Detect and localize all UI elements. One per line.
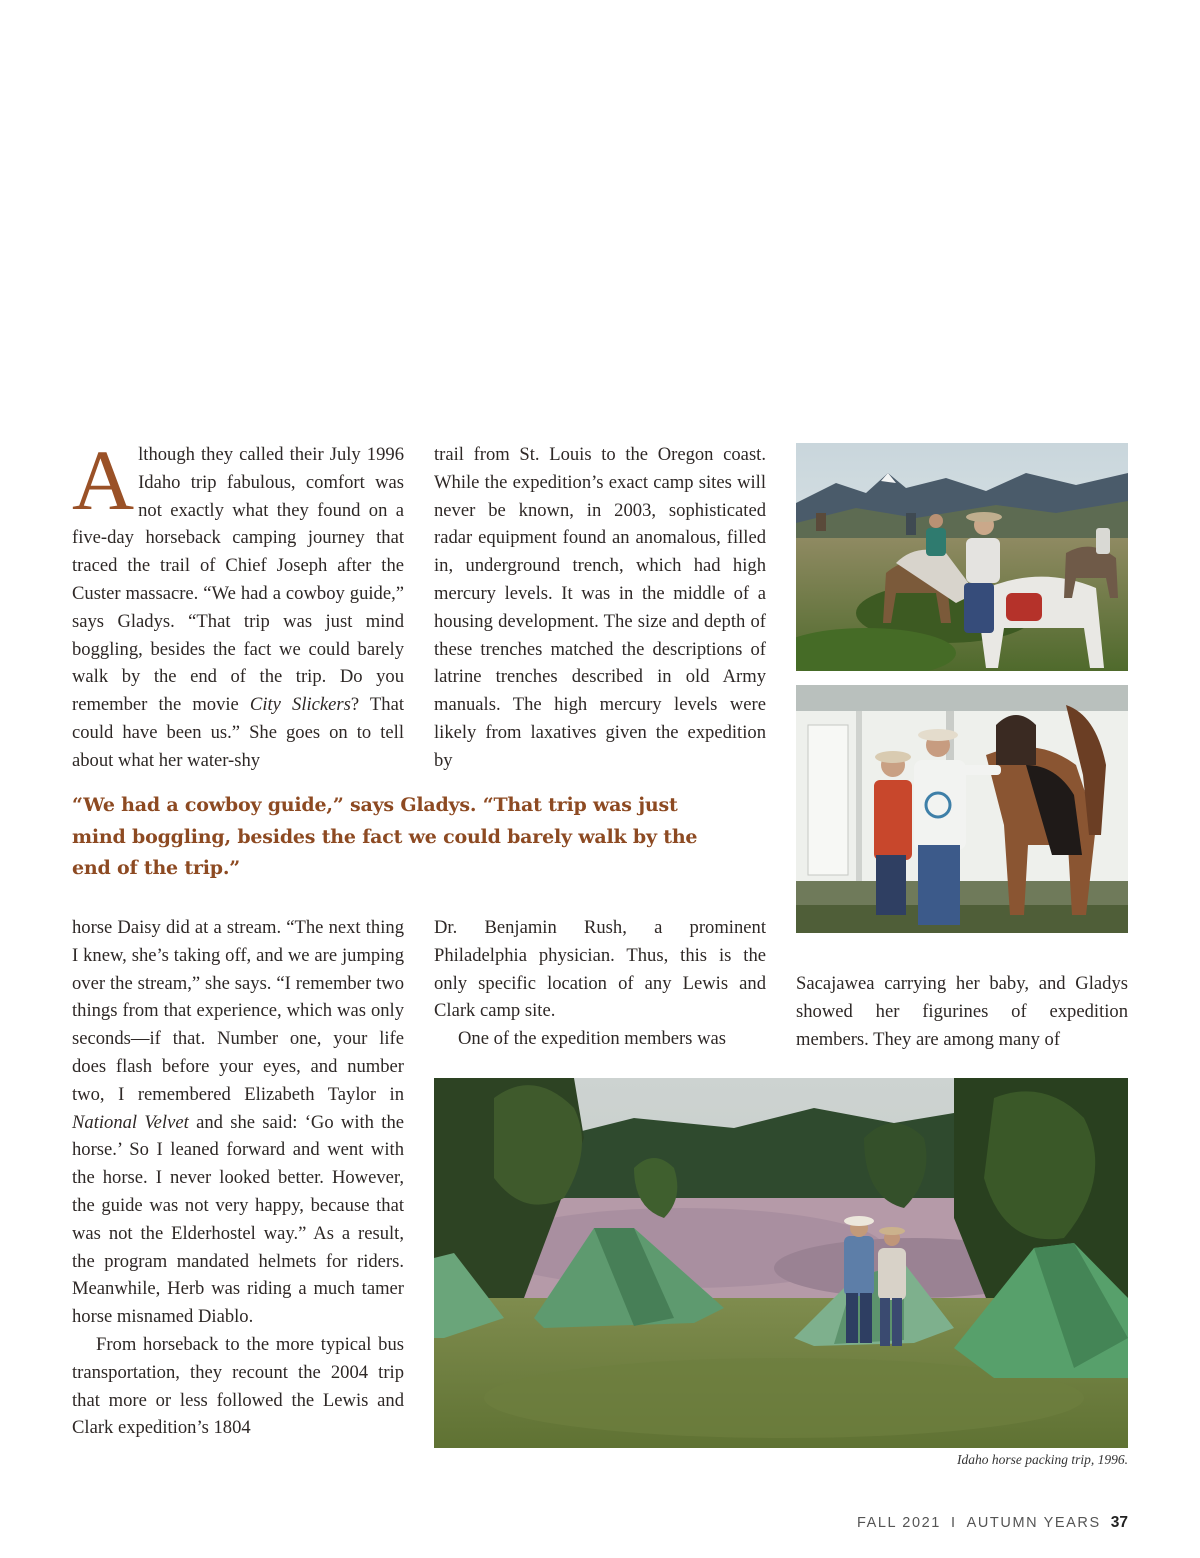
- paragraph-text: horse Daisy did at a stream. “The next thing I knew, she’s taking off, and we are jumping over the stream,” she says. “I remember two things from that experience, which was only seconds—if that. Number one, your life does flash before your eyes, and number two, I remembered Elizabeth Taylor in: [72, 917, 404, 1105]
- photo-horseback-riders: [796, 443, 1128, 671]
- photo-couple-with-horses: [796, 685, 1128, 933]
- drop-cap: A: [72, 432, 135, 528]
- paragraph-text: lthough they called their July 1996 Idaho trip fabulous, comfort was not exactly what they found on a five-day horseback camping journey that traced the trail of Chief Joseph after the Custer massacre. “We had a cowboy guide,” says Gladys. “That trip was just mind boggling, besides the fact we could barely walk by the end of the trip. Do you remember the movie: [72, 444, 404, 716]
- article-paragraph: Dr. Benjamin Rush, a prominent Philadelphia physician. Thus, this is the only specific location of any Lewis and Clark camp site.: [434, 917, 766, 1022]
- pull-quote: “We had a cowboy guide,” says Gladys. “That trip was just mind boggling, besides the fact we could barely walk by the end of the trip.”: [72, 794, 698, 879]
- article-column-3-bottom: [796, 970, 1128, 1053]
- folio-issue: FALL 2021: [856, 1515, 941, 1531]
- page-number: 37: [1110, 1514, 1128, 1531]
- article-column-2-top: [434, 441, 766, 775]
- film-title: City Slickers: [249, 694, 351, 716]
- film-title: National Velvet: [72, 1111, 189, 1133]
- article-paragraph: Sacajawea carrying her baby, and Gladys showed her figurines of expedition members. They are among many of: [796, 973, 1128, 1050]
- article-paragraph: [72, 432, 404, 775]
- article-column-1-top: [72, 432, 404, 775]
- article-paragraph: From horseback to the more typical bus transportation, they recount the 2004 trip that more or less followed the Lewis and Clark expedition’s 1804: [72, 1333, 404, 1439]
- article-column-1-bottom: [72, 914, 404, 1442]
- page-folio: [857, 1514, 1128, 1532]
- photo-camp-tents-image: [434, 1078, 1128, 1448]
- article-paragraph: trail from St. Louis to the Oregon coast. While the expedition’s exact camp sites will never be known, in 2003, sophisticated radar equipment found an anomalous, filled in, underground trench, which had high mercury levels. It was in the middle of a housing development. The size and depth of these trenches matched the descriptions of latrine trenches described in old Army manuals. The high mercury levels were likely from laxatives given the expedition by: [434, 444, 766, 771]
- photo-couple-with-horses-image: [796, 685, 1128, 933]
- paragraph-text: ? That could have been us.” She goes on to tell about what her water-shy: [72, 694, 404, 771]
- photo-caption: Idaho horse packing trip, 1996.: [957, 1452, 1128, 1467]
- article-column-2-bottom: [434, 914, 766, 1053]
- photo-camp-tents: [434, 1078, 1128, 1448]
- photo-horseback-riders-image: [796, 443, 1128, 671]
- article-paragraph: One of the expedition members was: [458, 1028, 726, 1050]
- folio-separator: I: [950, 1515, 957, 1531]
- article-paragraph: [72, 914, 404, 1331]
- paragraph-text: and she said: ‘Go with the horse.’ So I leaned forward and went with the horse. I never looked better. However, the guide was not very happy, because that was not the Elderhostel way.” As a result, the program mandated helmets for riders. Meanwhile, Herb was riding a much tamer horse misnamed Diablo.: [72, 1111, 404, 1328]
- folio-magazine: AUTUMN YEARS: [966, 1515, 1101, 1531]
